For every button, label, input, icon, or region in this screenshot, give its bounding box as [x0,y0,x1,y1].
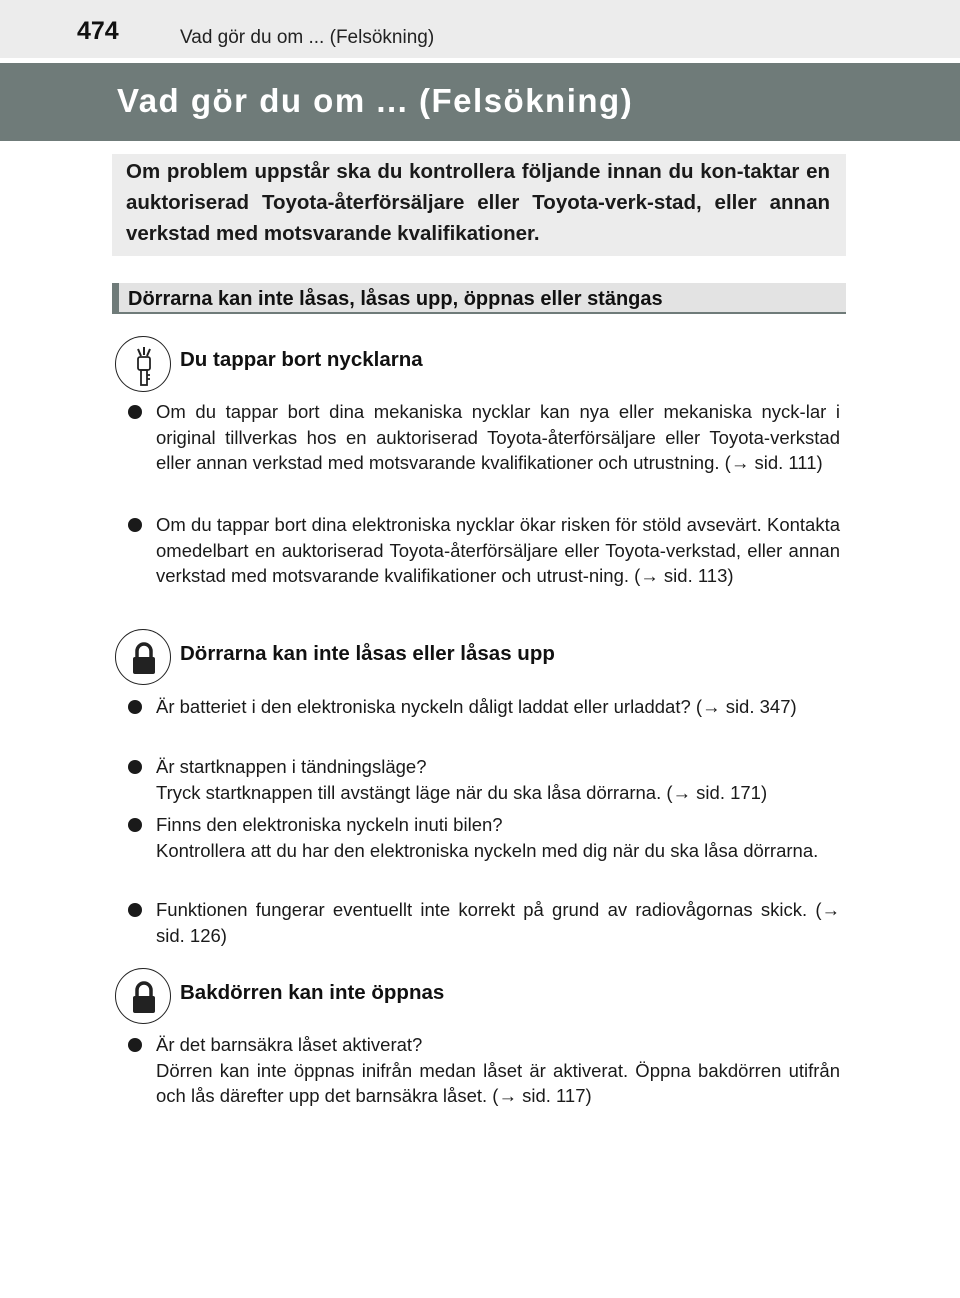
list-item-question: Finns den elektroniska nyckeln inuti bilen? [156,814,503,835]
list-item [156,812,840,863]
list-item: Om du tappar bort dina mekaniska nycklar kan nya eller mekaniska nyck-lar i original tillverkas hos en auktoriserad Toyota-återförsäljare eller Toyota-verkstad eller annan verkstad med motsvarande kvalifikationer och utrustning. (→ sid. 111) [156,401,840,474]
list-item [156,754,840,805]
lock-icon [115,629,171,685]
bullet [128,518,142,532]
list-item [156,1032,840,1109]
bullet [128,700,142,714]
list-item-answer: Tryck startknappen till avstängt läge när du ska låsa dörrarna. (→ sid. 171) [156,781,768,803]
page-number: 474 [77,17,119,45]
intro-text: Om problem uppstår ska du kontrollera följande innan du kon-taktar en auktoriserad Toyota-återförsäljare eller Toyota-verk-stad, eller annan verkstad med motsvarande kvalifikationer. [126,160,830,245]
list-item-question: Är det barnsäkra låset aktiverat? [156,1034,423,1055]
list-item: Är batteriet i den elektroniska nyckeln dåligt laddat eller urladdat? (→ sid. 347) [156,696,797,717]
subsection-title-lost-keys: Du tappar bort nycklarna [180,348,423,371]
subsection-title-tailgate: Bakdörren kan inte öppnas [180,981,445,1004]
subsection-title-doors-lock: Dörrarna kan inte låsas eller låsas upp [180,642,555,665]
list-item: Om du tappar bort dina elektroniska nycklar ökar risken för stöld avsevärt. Kontakta omedelbart en auktoriserad Toyota-återförsäljare eller Toyota-verkstad, eller annan verkstad med motsvarande kvalifikationer och utrust-ning. (→ sid. 113) [156,514,840,587]
bullet [128,1038,142,1052]
list-item-answer: Kontrollera att du har den elektroniska nyckeln med dig när du ska låsa dörrarna. [156,839,819,861]
list-item-answer: Dörren kan inte öppnas inifrån medan låset är aktiverat. Öppna bakdörren utifrån och lås därefter upp det barnsäkra låset. (→ sid. 117) [156,1059,840,1107]
section-title: Dörrarna kan inte låsas, låsas upp, öppnas eller stängas [128,288,663,310]
list-item-question: Är startknappen i tändningsläge? [156,756,427,777]
list-item: Funktionen fungerar eventuellt inte korrekt på grund av radiovågornas skick. (→ sid. 126) [156,899,840,946]
lock-icon [115,968,171,1024]
bullet [128,405,142,419]
key-icon [115,336,171,392]
running-header-title: Vad gör du om ... (Felsökning) [180,27,435,48]
bullet [128,818,142,832]
page-title: Vad gör du om ... (Felsökning) [117,82,634,119]
bullet [128,760,142,774]
bullet [128,903,142,917]
running-header-bar [0,0,960,58]
